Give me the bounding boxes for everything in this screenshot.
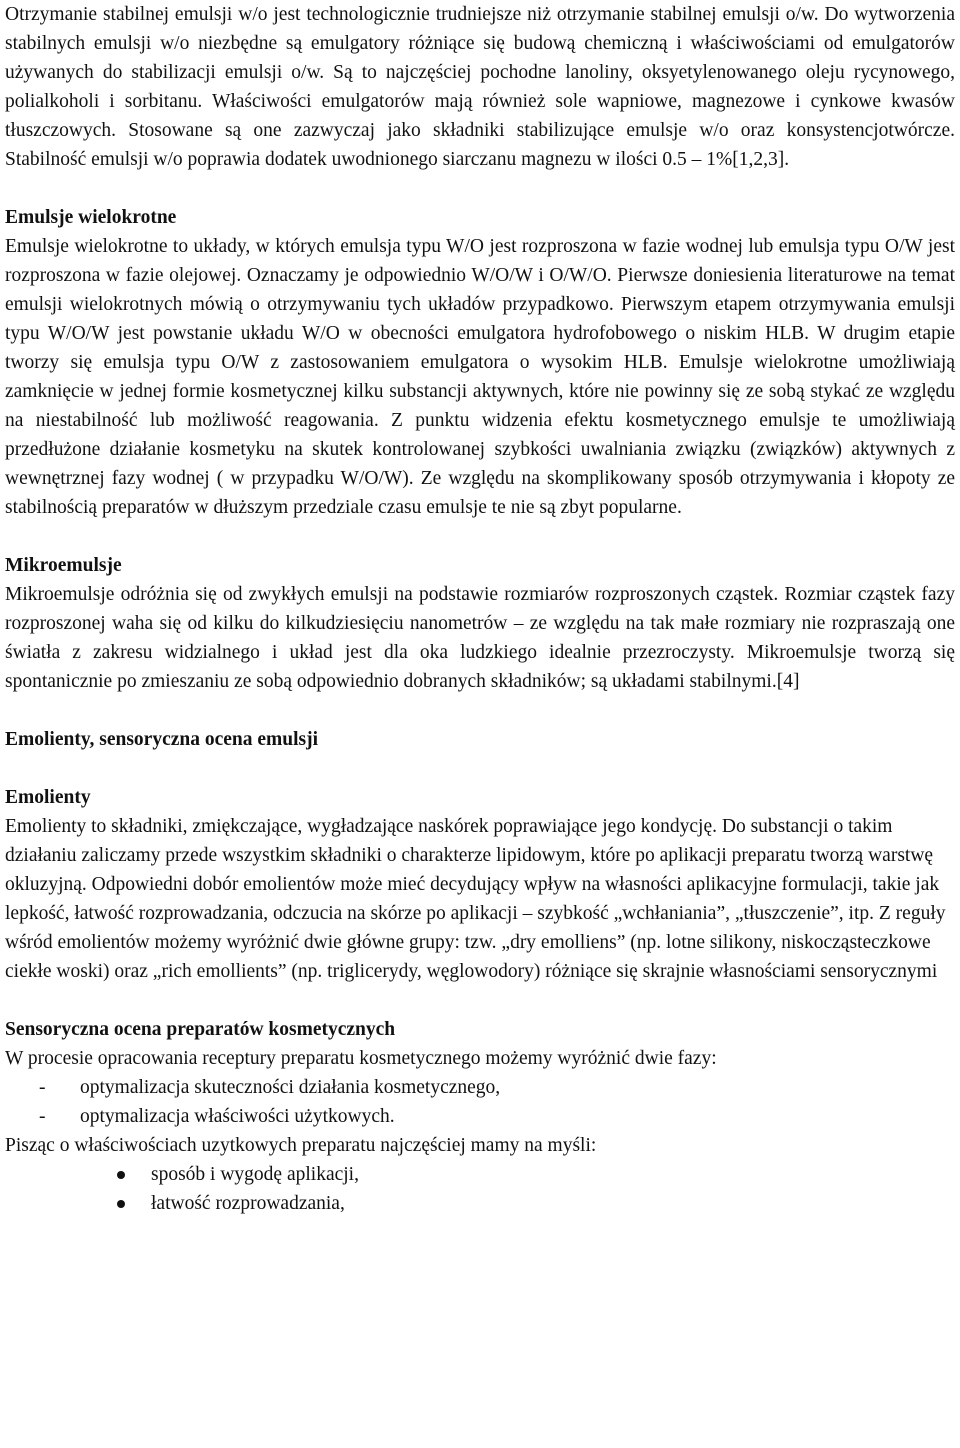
heading-emollients: Emolienty — [5, 787, 91, 808]
usage-list — [5, 1160, 955, 1218]
intro-paragraph: Otrzymanie stabilnej emulsji w/o jest technologicznie trudniejsze niż otrzymanie stabilnej emulsji o/w. Do wytworzenia stabilnych emulsji w/o niezbędne są emulgatory różniące się budową chemiczną i właściwościami od emulgatorów używanych do stabilizacji emulsji o/w. Są to najczęściej pochodne lanoliny, oksyetylenowanego oleju rycynowego, polialkoholi i sorbitanu. Właściwości emulgatorów mają również sole wapniowe, magnezowe i cynkowe kwasów tłuszczowych. Stosowane są one zazwyczaj jako składniki stabilizujące emulsje w/o oraz konsystencjotwórcze. Stabilność emulsji w/o poprawia dodatek uwodnionego siarczanu magnezu w ilości 0.5 – 1%[1,2,3]. — [5, 4, 955, 170]
usage-intro-paragraph: Pisząc o właściwościach uzytkowych preparatu najczęściej mamy na myśli: — [5, 1135, 597, 1156]
phases-list — [5, 1073, 955, 1131]
list-item-text: optymalizacja skuteczności działania kosmetycznego, — [80, 1077, 501, 1098]
spacer — [5, 696, 955, 725]
heading-section-emollients-sensory: Emolienty, sensoryczna ocena emulsji — [5, 729, 319, 750]
spacer — [5, 174, 955, 203]
dash-marker: - — [39, 1077, 46, 1098]
multiple-emulsions-paragraph: Emulsje wielokrotne to układy, w których emulsja typu W/O jest rozproszona w fazie wodnej lub emulsja typu O/W jest rozproszona w fazie olejowej. Oznaczamy je odpowiednio W/O/W i O/W/O. Pierwsze doniesienia literaturowe na temat emulsji wielokrotnych mówią o otrzymywaniu tych układów przypadkowo. Pierwszym etapem otrzymywania emulsji typu W/O/W jest powstanie układu W/O w obecności emulgatora hydrofobowego o niskim HLB. W drugim etapie tworzy się emulsja typu O/W z zastosowaniem emulgatora o wysokim HLB. Emulsje wielokrotne umożliwiają zamknięcie w jednej formie kosmetycznej kilku substancji aktywnych, które nie powinny się ze sobą stykać ze względu na niestabilność lub możliwość reagowania. Z punktu widzenia efektu kosmetycznego emulsje te umożliwiają przedłużone działanie kosmetyku na skutek kontrolowanej szybkości uwalniania związku (związków) aktywnych z wewnętrznej fazy wodnej ( w przypadku W/O/W). Ze względu na skomplikowany sposób otrzymywania i kłopoty ze stabilnością preparatów w dłuższym przedziale czasu emulsje te nie są zbyt popularne. — [5, 236, 955, 518]
list-item — [5, 1160, 955, 1189]
bullet-icon — [117, 1200, 125, 1208]
list-item — [5, 1189, 955, 1218]
emollients-paragraph: Emolienty to składniki, zmiękczające, wygładzające naskórek poprawiające jego kondycję. Do substancji o takim działaniu zaliczamy przede wszystkim składniki o charakterze lipidowym, które po aplikacji preparatu tworzą warstwę okluzyjną. Odpowiedni dobór emolientów może mieć decydujący wpływ na własności aplikacyjne formulacji, takie jak lepkość, łatwość rozprowadzania, odczucia na skórze po aplikacji – szybkość „wchłaniania”, „tłuszczenie”, itp. Z reguły wśród emolientów możemy wyróżnić dwie główne grupy: tzw. „dry emolliens” (np. lotne silikony, niskocząsteczkowe ciekłe woski) oraz „rich emollients” (np. triglicerydy, węglowodory) różniące się skrajnie własnościami sensorycznymi — [5, 816, 946, 982]
bullet-icon — [117, 1171, 125, 1179]
sensory-intro-paragraph: W procesie opracowania receptury preparatu kosmetycznego możemy wyróżnić dwie fazy: — [5, 1048, 717, 1069]
document-page — [5, 0, 955, 1218]
spacer — [5, 754, 955, 783]
list-item — [5, 1073, 955, 1102]
list-item-text: sposób i wygodę aplikacji, — [151, 1164, 359, 1185]
dash-marker: - — [39, 1106, 46, 1127]
microemulsions-paragraph: Mikroemulsje odróżnia się od zwykłych emulsji na podstawie rozmiarów rozproszonych cząstek. Rozmiar cząstek fazy rozproszonej waha się od kilku do kilkudziesięciu nanometrów – ze względu na tak małe rozmiary nie rozpraszają one światła z zakresu widzialnego i układ jest dla oka ludzkiego idealnie przezroczysty. Mikroemulsje tworzą się spontanicznie po zmieszaniu ze sobą odpowiednio dobranych składników; są układami stabilnymi.[4] — [5, 584, 955, 692]
heading-microemulsions: Mikroemulsje — [5, 555, 122, 576]
spacer — [5, 522, 955, 551]
heading-sensory-evaluation: Sensoryczna ocena preparatów kosmetycznych — [5, 1019, 396, 1040]
heading-multiple-emulsions: Emulsje wielokrotne — [5, 207, 177, 228]
list-item-text: łatwość rozprowadzania, — [151, 1193, 345, 1214]
list-item-text: optymalizacja właściwości użytkowych. — [80, 1106, 395, 1127]
spacer — [5, 986, 955, 1015]
list-item — [5, 1102, 955, 1131]
